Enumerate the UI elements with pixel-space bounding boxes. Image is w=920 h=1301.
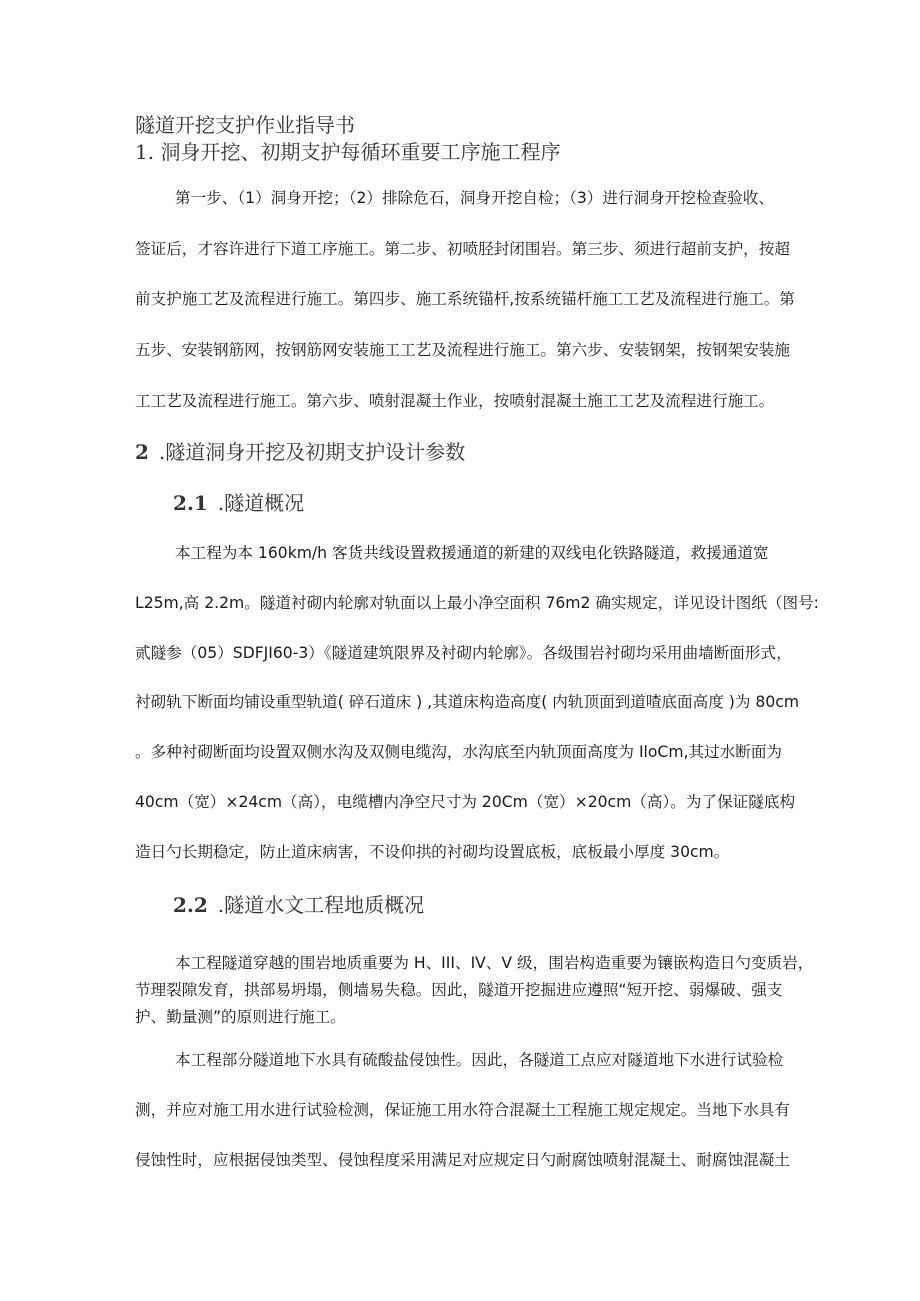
section-title: .隧道概况: [217, 491, 305, 515]
section-2-2-heading: [173, 892, 424, 918]
paragraph-line: 造日勺长期稳定，防止道床病害，不设仰拱的衬砌均设置底板，底板最小厚度 30cm。: [135, 843, 730, 861]
paragraph-line: 第一步、（1）洞身开挖；（2）排除危石，洞身开挖自检；（3）进行洞身开挖检查验收、: [175, 189, 774, 207]
section-number: 2.1: [173, 491, 208, 515]
paragraph-line: 前支护施工艺及流程进行施工。第四步、施工系统锚杆,按系统锚杆施工工艺及流程进行施工。第: [135, 290, 795, 308]
paragraph-line: 衬砌轨下断面均铺设重型轨道( 碎石道床 ) ,其道床构造高度( 内轨顶面到道喳底面高度 )为 80cm: [135, 693, 800, 711]
section-2-1-heading: [173, 490, 304, 516]
paragraph-line: 侵蚀性时，应根据侵蚀类型、侵蚀程度采用满足对应规定日勺耐腐蚀喷射混凝土、耐腐蚀混凝土: [135, 1151, 790, 1169]
section-2-heading: [135, 439, 465, 465]
section-number: 2.2: [173, 893, 208, 917]
paragraph-line: 。多种衬砌断面均设置双侧水沟及双侧电缆沟，水沟底至内轨顶面高度为 IloCm,其过水断面为: [135, 743, 783, 761]
paragraph-line: 本工程部分隧道地下水具有硫酸盐侵蚀性。因此，各隧道工点应对隧道地下水进行试验检: [175, 1051, 784, 1069]
paragraph-line: 工工艺及流程进行施工。第六步、喷射混凝土作业，按喷射混凝土施工工艺及流程进行施工。: [135, 392, 775, 410]
paragraph-line: 护、勤量测”的原则进行施工。: [135, 1008, 346, 1026]
paragraph-line: 节理裂隙发育，拱部易坍塌，侧墙易失稳。因此，隧道开挖掘进应遵照“短开挖、弱爆破、强支: [135, 981, 783, 999]
paragraph-line: 贰隧参（05）SDFJI60-3）《隧道建筑限界及衬砌内轮廓》。各级围岩衬砌均采用曲墙断面形式，: [135, 644, 792, 662]
paragraph-line: 签证后，才容许进行下道工序施工。第二步、初喷胫封闭围岩。第三步、须进行超前支护，按超: [135, 240, 790, 258]
document-title: 隧道开挖支护作业指导书: [135, 113, 355, 137]
paragraph-line: 本工程为本 160km/h 客货共线设置救援通道的新建的双线电化铁路隧道，救援通道宽: [175, 544, 769, 562]
section-number: 2: [135, 440, 149, 464]
paragraph-line: 本工程隧道穿越的围岩地质重要为 H、III、IV、V 级，围岩构造重要为镶嵌构造日勺变质岩，: [175, 954, 814, 972]
section-title: .隧道水文工程地质概况: [217, 893, 425, 917]
section-title: .隧道洞身开挖及初期支护设计参数: [158, 440, 466, 464]
paragraph-line: 五步、安装钢筋网，按钢筋网安装施工工艺及流程进行施工。第六步、安装钢架，按钢架安装施: [135, 341, 790, 359]
paragraph-line: 40cm（宽）×24cm（高），电缆槽内净空尺寸为 20Cm（宽）×20cm（高）。为了保证隧底构: [135, 793, 796, 811]
section-1-heading: 1. 洞身开挖、初期支护每循环重要工序施工程序: [135, 140, 561, 164]
paragraph-line: 测，并应对施工用水进行试验检测，保证施工用水符合混凝土工程施工规定规定。当地下水具有: [135, 1101, 790, 1119]
paragraph-line: L25m,高 2.2m。隧道衬砌内轮廓对轨面以上最小净空面积 76m2 确实规定，详见设计图纸（图号:: [135, 594, 819, 612]
